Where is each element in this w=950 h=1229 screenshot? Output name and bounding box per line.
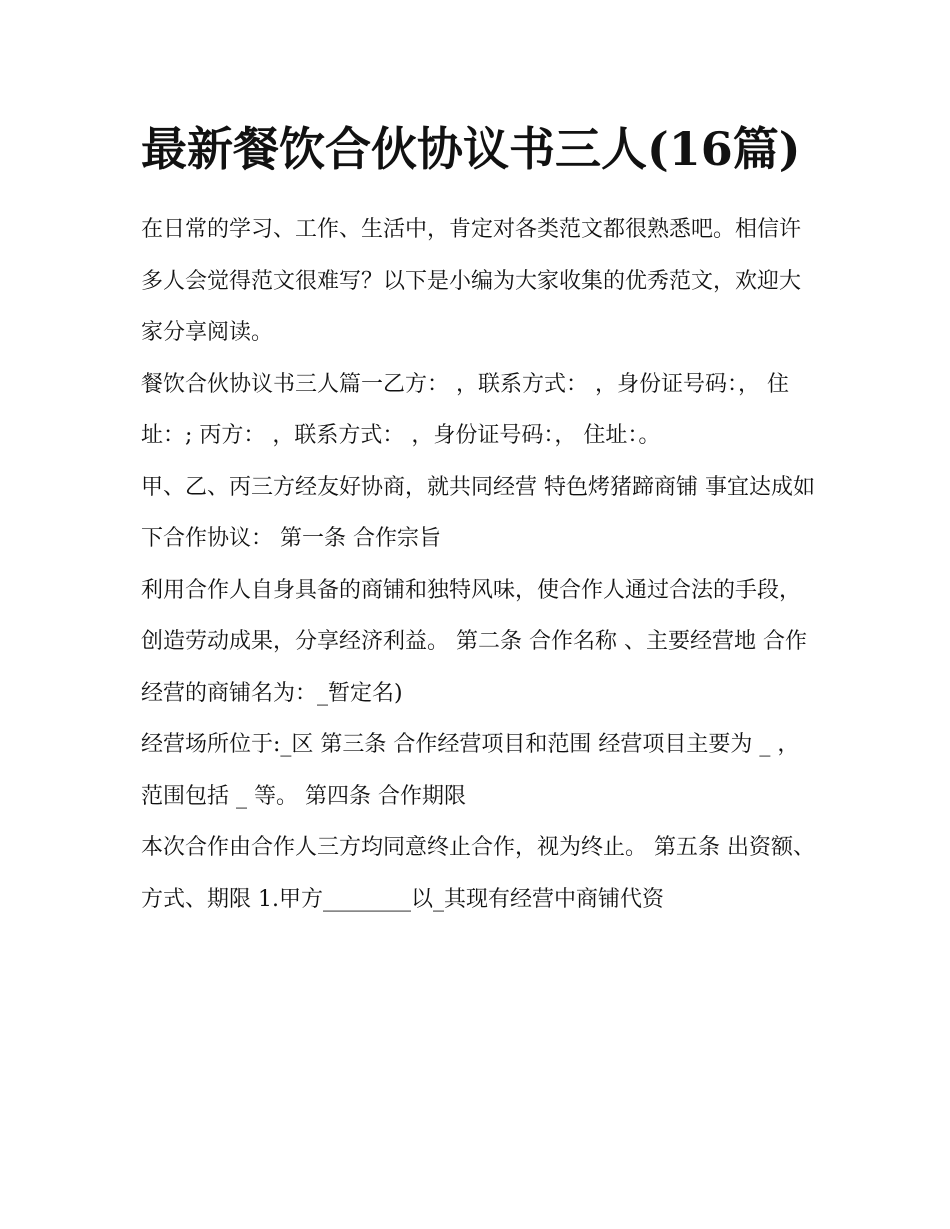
- paragraph-intro: 在日常的学习、工作、生活中，肯定对各类范文都很熟悉吧。相信许多人会觉得范文很难写？以下是小编为大家收集的优秀范文，欢迎大家分享阅读。: [141, 217, 802, 345]
- paragraph-term: 本次合作由合作人三方均同意终止合作，视为终止。 第五条 出资额、方式、期限 1.甲方________以_其现有经营中商铺代资: [141, 835, 815, 912]
- document-title: 最新餐饮合伙协议书三人(16篇): [141, 122, 801, 176]
- paragraph-parties: 餐饮合伙协议书三人篇一乙方： ，联系方式： ，身份证号码：， 住址：; 丙方： ，联系方式： ，身份证号码：， 住址：。: [141, 371, 789, 448]
- document-body: [141, 204, 821, 925]
- paragraph-agreement: 甲、乙、丙三方经友好协商，就共同经营 特色烤猪蹄商铺 事宜达成如下合作协议： 第一条 合作宗旨: [141, 474, 815, 551]
- paragraph-location: 经营场所位于:_区 第三条 合作经营项目和范围 经营项目主要为 _ ，范围包括 _ 等。 第四条 合作期限: [141, 732, 800, 809]
- document-content: [141, 110, 821, 925]
- paragraph-purpose: 利用合作人自身具备的商铺和独特风味，使合作人通过合法的手段，创造劳动成果，分享经济利益。 第二条 合作名称 、主要经营地 合作经营的商铺名为：_暂定名): [141, 577, 807, 706]
